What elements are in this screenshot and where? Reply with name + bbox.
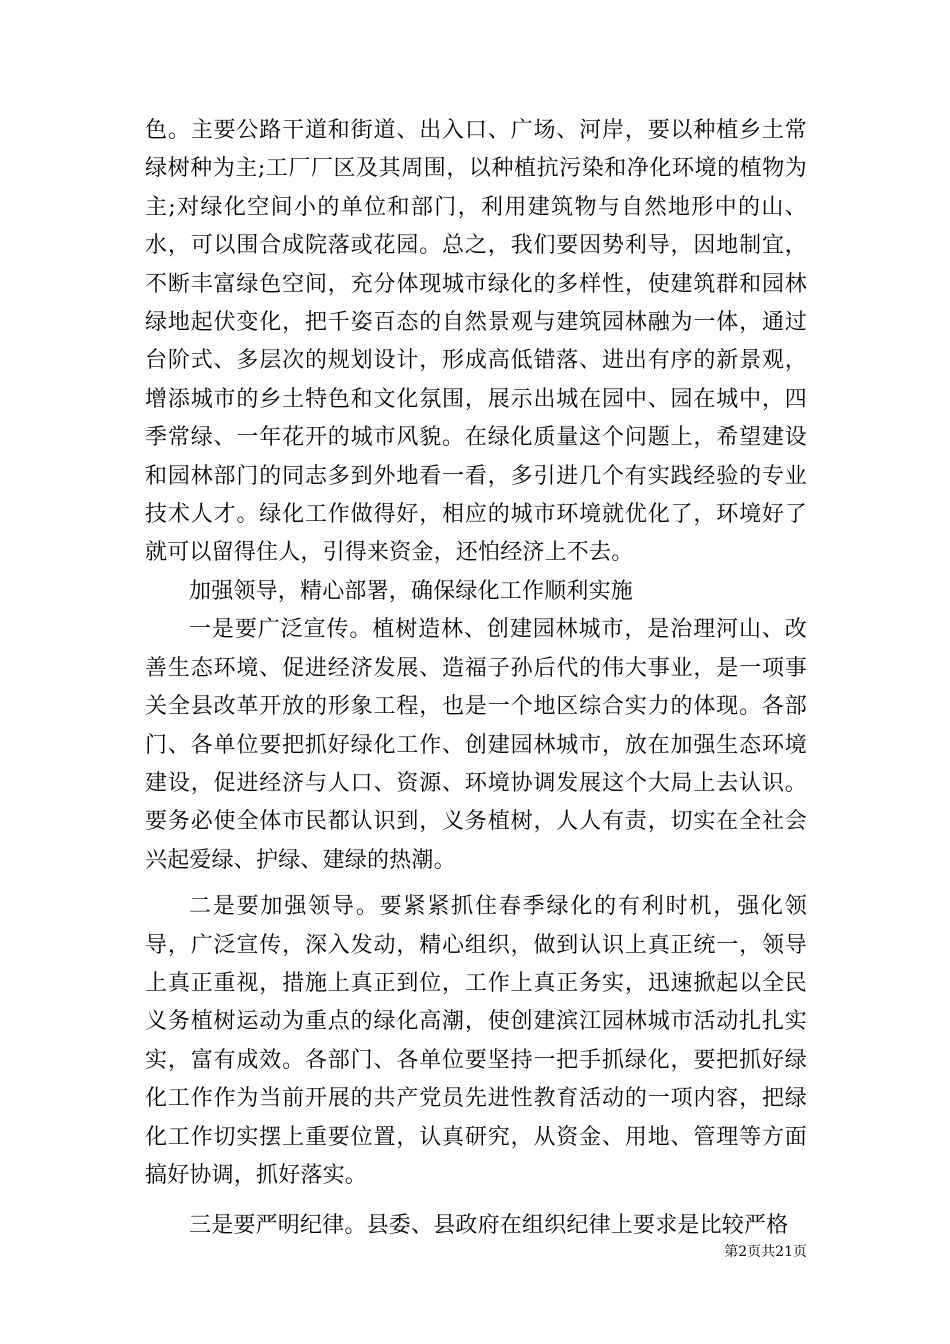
page-number-footer (645, 1243, 807, 1261)
paragraph-greening-diversity: 色。主要公路干道和街道、出入口、广场、河岸，要以种植乡土常绿树种为主;工厂厂区及其周围，以种植抗污染和净化环境的植物为主;对绿化空间小的单位和部门，利用建筑物与自然地形中的山、水，可以围合成院落或花园。总之，我们要因势利导，因地制宜，不断丰富绿色空间，充分体现城市绿化的多样性，使建筑群和园林绿地起伏变化，把千姿百态的自然景观与建筑园林融为一体，通过台阶式、多层次的规划设计，形成高低错落、进出有序的新景观，增添城市的乡土特色和文化氛围，展示出城在园中、园在城中，四季常绿、一年花开的城市风貌。在绿化质量这个问题上，希望建设和园林部门的同志多到外地看一看，多引进几个有实践经验的专业技术人才。绿化工作做得好，相应的城市环境就优化了，环境好了就可以留得住人，引得来资金，还怕经济上不去。 (145, 118, 807, 566)
footer-current-page: 2 (738, 1244, 748, 1260)
footer-middle: 页共 (747, 1244, 776, 1260)
paragraph-publicity: 一是要广泛宣传。植树造林、创建园林城市，是治理河山、改善生态环境、促进经济发展、造福子孙后代的伟大事业，是一项事关全县改革开放的形象工程，也是一个地区综合实力的体现。各部门、各单位要把抓好绿化工作、创建园林城市，放在加强生态环境建设，促进经济与人口、资源、环境协调发展这个大局上去认识。要务必使全体市民都认识到，义务植树，人人有责，切实在全社会兴起爱绿、护绿、建绿的热潮。 (145, 617, 807, 873)
paragraph-discipline: 三是要严明纪律。县委、县政府在组织纪律上要求是比较严格 (189, 1213, 789, 1239)
paragraph-leadership: 二是要加强领导。要紧紧抓住春季绿化的有利时机，强化领导，广泛宣传，深入发动，精心组织，做到认识上真正统一，领导上真正重视，措施上真正到位，工作上真正务实，迅速掀起以全民义务植树运动为重点的绿化高潮，使创建滨江园林城市活动扎扎实实，富有成效。各部门、各单位要坚持一把手抓绿化，要把抓好绿化工作作为当前开展的共产党员先进性教育活动的一项内容，把绿化工作切实摆上重要位置，认真研究，从资金、用地、管理等方面搞好协调，抓好落实。 (145, 894, 807, 1188)
footer-prefix: 第 (724, 1244, 739, 1260)
footer-total-pages: 21 (775, 1244, 793, 1260)
section-heading-leadership: 加强领导，精心部署，确保绿化工作顺利实施 (189, 578, 634, 604)
document-body (145, 112, 807, 1246)
footer-suffix: 页 (793, 1244, 807, 1260)
